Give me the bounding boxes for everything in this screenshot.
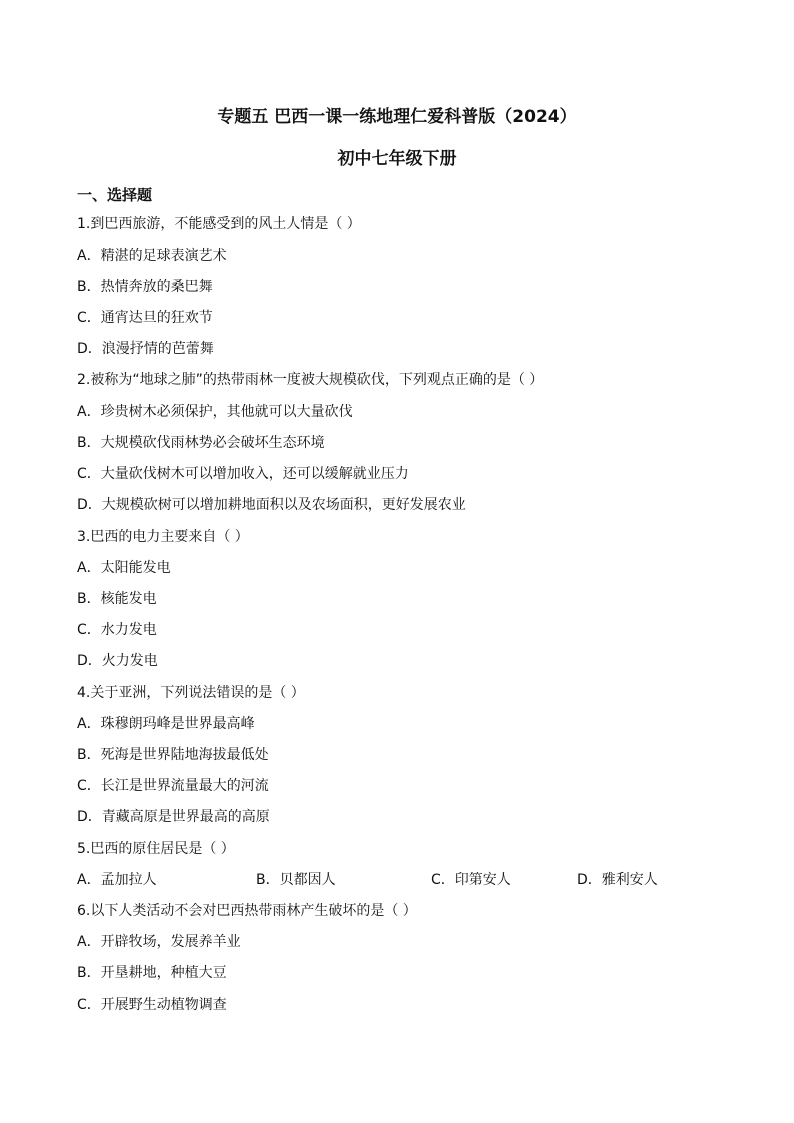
question-6-option-b: B．开垦耕地，种植大豆 [77, 965, 227, 981]
question-2-stem: 2.被称为“地球之肺”的热带雨林一度被大规模砍伐，下列观点正确的是（ ） [77, 372, 544, 388]
question-4-option-b: B．死海是世界陆地海拔最低处 [77, 747, 269, 763]
question-3-option-b: B．核能发电 [77, 591, 157, 607]
document-title: 专题五 巴西一课一练地理仁爱科普版（2024） [217, 107, 577, 127]
section-heading: 一、选择题 [77, 186, 153, 204]
question-2-option-a: A．珍贵树木必须保护，其他就可以大量砍伐 [77, 404, 353, 420]
question-2-option-c: C．大量砍伐树木可以增加收入，还可以缓解就业压力 [77, 466, 409, 482]
question-4-option-d: D．青藏高原是世界最高的高原 [77, 809, 270, 825]
question-6-option-c: C．开展野生动植物调查 [77, 997, 227, 1013]
question-5-option-a: A．孟加拉人 [77, 872, 157, 888]
question-6-option-a: A．开辟牧场，发展养羊业 [77, 934, 241, 950]
question-5-option-c: C．印第安人 [431, 872, 511, 888]
question-5-option-d: D．雅利安人 [577, 872, 658, 888]
question-3-option-c: C．水力发电 [77, 622, 157, 638]
question-3-option-d: D．火力发电 [77, 653, 158, 669]
question-2-option-b: B．大规模砍伐雨林势必会破坏生态环境 [77, 435, 325, 451]
question-4-option-c: C．长江是世界流量最大的河流 [77, 778, 269, 794]
question-2-option-d: D．大规模砍树可以增加耕地面积以及农场面积，更好发展农业 [77, 497, 466, 513]
question-5-option-b: B．贝都因人 [256, 872, 336, 888]
question-1-option-b: B．热情奔放的桑巴舞 [77, 279, 213, 295]
question-4-stem: 4.关于亚洲，下列说法错误的是（ ） [77, 685, 305, 701]
document-subtitle: 初中七年级下册 [337, 149, 457, 169]
question-3-stem: 3.巴西的电力主要来自（ ） [77, 529, 249, 545]
question-1-option-a: A．精湛的足球表演艺术 [77, 248, 227, 264]
question-4-option-a: A．珠穆朗玛峰是世界最高峰 [77, 716, 255, 732]
question-1-option-c: C．通宵达旦的狂欢节 [77, 310, 213, 326]
question-5-stem: 5.巴西的原住居民是（ ） [77, 841, 235, 857]
question-1-option-d: D．浪漫抒情的芭蕾舞 [77, 341, 214, 357]
question-1-stem: 1.到巴西旅游，不能感受到的风土人情是（ ） [77, 216, 361, 232]
question-3-option-a: A．太阳能发电 [77, 560, 171, 576]
question-6-stem: 6.以下人类活动不会对巴西热带雨林产生破坏的是（ ） [77, 903, 417, 919]
